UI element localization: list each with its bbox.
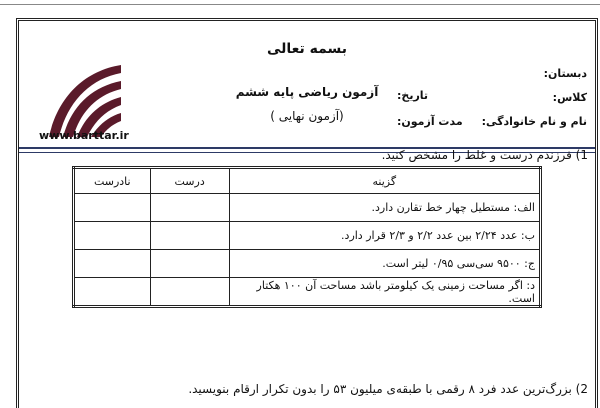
table-row [74,222,541,250]
true-answer-cell[interactable] [150,222,229,250]
student-name-label: نام و نام خانوادگی: [481,115,587,128]
question-1-text: 1) فرزندم درست و غلط را مشخص کنید. [381,148,588,162]
column-header-false: نادرست [74,168,151,194]
class-label: کلاس: [552,91,587,104]
option-text: ج: ۹۵۰۰ سی‌سی ۰/۹۵ لیتر است. [229,250,540,278]
false-answer-cell[interactable] [74,250,151,278]
table-row [74,278,541,307]
exam-title: آزمون ریاضی پایه ششم [235,85,379,99]
exam-subtitle: (آزمون نهایی ) [270,109,344,123]
true-answer-cell[interactable] [150,194,229,222]
option-text: ب: عدد ۲/۲۴ بین عدد ۲/۲ و ۲/۳ قرار دارد. [229,222,540,250]
option-text: الف: مستطیل چهار خط تقارن دارد. [229,194,540,222]
basmala-heading: بسمه تعالی [266,41,348,57]
barttar-logo-icon [43,59,123,139]
true-false-table [72,166,542,308]
top-border-line [0,4,600,5]
false-answer-cell[interactable] [74,194,151,222]
table-header-row [74,168,541,194]
question-2-text: 2) بزرگ‌ترین عدد فرد ۸ رقمی با طبقه‌ی میلیون ۵۳ را بدون تکرار ارقام بنویسید. [188,382,588,396]
exam-header [19,21,595,142]
true-answer-cell[interactable] [150,250,229,278]
false-answer-cell[interactable] [74,222,151,250]
duration-label: مدت آزمون: [397,115,463,128]
school-label: دبستان: [543,67,587,80]
column-header-true: درست [150,168,229,194]
column-header-option: گزینه [229,168,540,194]
website-url: www.barttar.ir [39,129,129,142]
table-row [74,194,541,222]
false-answer-cell[interactable] [74,278,151,307]
true-answer-cell[interactable] [150,278,229,307]
table-row [74,250,541,278]
date-label: تاریخ: [397,89,429,102]
option-text: د: اگر مساحت زمینی یک کیلومتر باشد مساحت آن ۱۰۰ هکتار است. [229,278,540,307]
